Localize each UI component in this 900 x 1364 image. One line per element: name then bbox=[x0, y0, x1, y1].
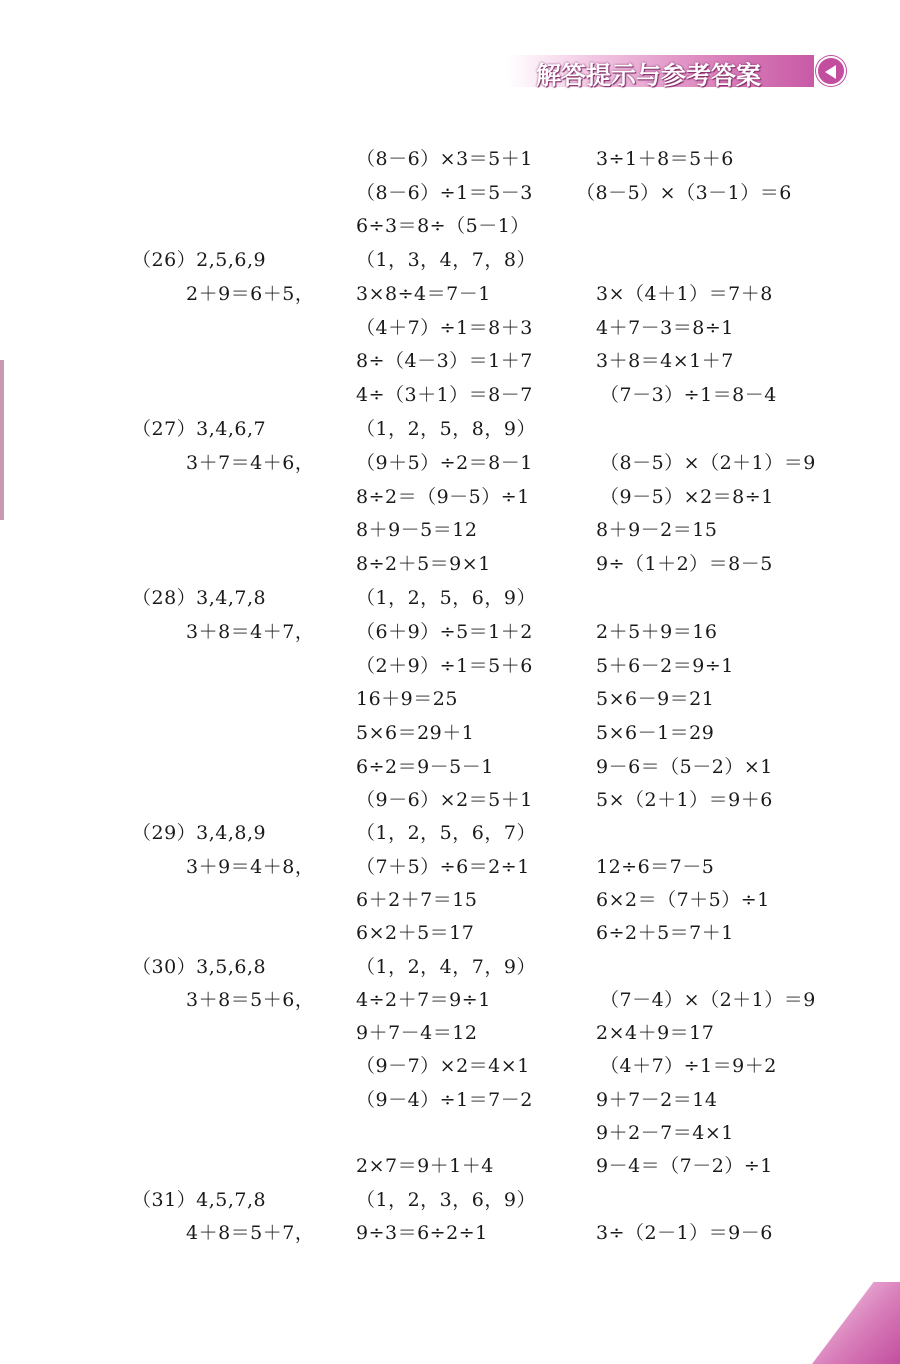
answer-line: （1，2，4，7，9） bbox=[356, 956, 536, 978]
answer-line: 4÷2＋7＝9÷1 bbox=[356, 989, 491, 1011]
answer-line: 4÷（3＋1）＝8－7 bbox=[356, 384, 533, 406]
answer-line: 5×6－9＝21 bbox=[596, 688, 715, 710]
answer-line: 2×7＝9＋1＋4 bbox=[356, 1155, 494, 1177]
answer-line: 2＋9＝6＋5， bbox=[186, 283, 315, 305]
page-number: 37 bbox=[836, 1290, 860, 1310]
answer-line: （30）3,5,6,8 bbox=[132, 956, 267, 978]
answer-line: （8－6）×3＝5＋1 bbox=[356, 148, 533, 170]
answer-line: （26）2,5,6,9 bbox=[132, 249, 267, 271]
answer-line: 4＋7－3＝8÷1 bbox=[596, 317, 734, 339]
answer-line: 6÷2＝9－5－1 bbox=[356, 756, 494, 778]
answer-line: 8÷（4－3）＝1＋7 bbox=[356, 350, 533, 372]
answer-line: 3＋9＝4＋8， bbox=[186, 856, 315, 878]
answer-line: 3＋8＝4＋7， bbox=[186, 621, 315, 643]
answer-line: （9－5）×2＝8÷1 bbox=[600, 486, 774, 508]
answer-line: 9÷（1＋2）＝8－5 bbox=[596, 553, 773, 575]
answer-line: （1，3，4，7，8） bbox=[356, 249, 536, 271]
header-bar bbox=[508, 55, 814, 90]
answer-line: 5×（2＋1）＝9＋6 bbox=[596, 789, 773, 811]
answer-line: 5×6＝29＋1 bbox=[356, 722, 475, 744]
answer-line: （6＋9）÷5＝1＋2 bbox=[356, 621, 533, 643]
answer-line: 3＋8＝4×1＋7 bbox=[596, 350, 734, 372]
arrow-left-icon bbox=[816, 56, 846, 86]
answer-line: （28）3,4,7,8 bbox=[132, 587, 267, 609]
answer-line: 2＋5＋9＝16 bbox=[596, 621, 718, 643]
answer-line: （1，2，5，8，9） bbox=[356, 418, 536, 440]
answer-line: （7－3）÷1＝8－4 bbox=[600, 384, 777, 406]
answer-line: 12÷6＝7－5 bbox=[596, 856, 715, 878]
answer-line: 9÷3＝6÷2÷1 bbox=[356, 1222, 488, 1244]
answer-line: （7＋5）÷6＝2÷1 bbox=[356, 856, 530, 878]
section-header bbox=[508, 52, 848, 90]
answer-line: 9＋7－4＝12 bbox=[356, 1022, 478, 1044]
answer-line: （8－6）÷1＝5－3 bbox=[356, 182, 533, 204]
answer-line: 3÷1＋8＝5＋6 bbox=[596, 148, 734, 170]
answer-line: （2＋9）÷1＝5＋6 bbox=[356, 655, 533, 677]
answer-line: 6×2＋5＝17 bbox=[356, 922, 475, 944]
answer-line: 2×4＋9＝17 bbox=[596, 1022, 715, 1044]
answer-line: 9－4＝（7－2）÷1 bbox=[596, 1155, 773, 1177]
answer-line: 5＋6－2＝9÷1 bbox=[596, 655, 734, 677]
answer-line: （31）4,5,7,8 bbox=[132, 1189, 267, 1211]
answer-line: 16＋9＝25 bbox=[356, 688, 458, 710]
answer-line: （4＋7）÷1＝9＋2 bbox=[600, 1055, 777, 1077]
answer-line: （7－4）×（2＋1）＝9 bbox=[600, 989, 816, 1011]
answer-line: 6÷3＝8÷（5－1） bbox=[356, 215, 530, 237]
answer-line: 3＋7＝4＋6， bbox=[186, 452, 315, 474]
answer-line: 9＋2－7＝4×1 bbox=[596, 1122, 734, 1144]
answer-line: 3＋8＝5＋6， bbox=[186, 989, 315, 1011]
answer-line: （27）3,4,6,7 bbox=[132, 418, 267, 440]
answer-line: （1，2，5，6，9） bbox=[356, 587, 536, 609]
answer-line: 5×6－1＝29 bbox=[596, 722, 715, 744]
answer-line: （9－7）×2＝4×1 bbox=[356, 1055, 530, 1077]
answer-line: 8÷2＋5＝9×1 bbox=[356, 553, 491, 575]
answer-line: （9－6）×2＝5＋1 bbox=[356, 789, 533, 811]
page-edge-mark bbox=[0, 360, 4, 520]
answer-line: 6＋2＋7＝15 bbox=[356, 889, 478, 911]
answer-line: 4＋8＝5＋7， bbox=[186, 1222, 315, 1244]
answer-line: （1，2，3，6，9） bbox=[356, 1189, 536, 1211]
answer-line: 3×（4＋1）＝7＋8 bbox=[596, 283, 773, 305]
answer-line: 9－6＝（5－2）×1 bbox=[596, 756, 773, 778]
answer-line: （4＋7）÷1＝8＋3 bbox=[356, 317, 533, 339]
header-title: 解答提示与参考答案 bbox=[536, 61, 762, 90]
answer-line: 8÷2＝（9－5）÷1 bbox=[356, 486, 530, 508]
answer-line: 8＋9－2＝15 bbox=[596, 519, 718, 541]
answer-line: 6÷2＋5＝7＋1 bbox=[596, 922, 734, 944]
answer-line: （29）3,4,8,9 bbox=[132, 822, 267, 844]
answer-line: （1，2，5，6，7） bbox=[356, 822, 536, 844]
answer-line: （9＋5）÷2＝8－1 bbox=[356, 452, 533, 474]
answer-line: 3×8÷4＝7－1 bbox=[356, 283, 491, 305]
answer-line: （8－5）×（2＋1）＝9 bbox=[600, 452, 816, 474]
answer-line: 6×2＝（7＋5）÷1 bbox=[596, 889, 770, 911]
answer-line: （8－5）×（3－1）＝6 bbox=[576, 182, 792, 204]
answer-line: 8＋9－5＝12 bbox=[356, 519, 478, 541]
answer-line: 3÷（2－1）＝9－6 bbox=[596, 1222, 773, 1244]
answer-line: （9－4）÷1＝7－2 bbox=[356, 1089, 533, 1111]
answer-line: 9＋7－2＝14 bbox=[596, 1089, 718, 1111]
